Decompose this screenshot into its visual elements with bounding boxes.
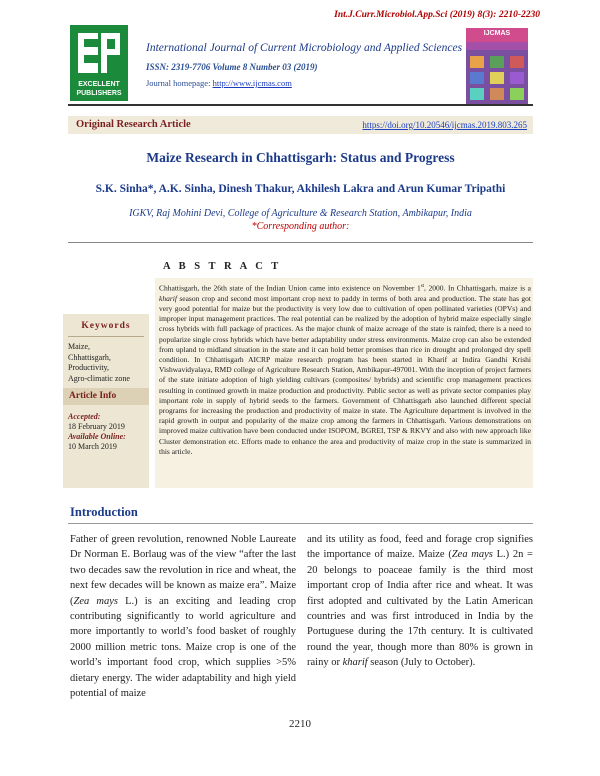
available-date: 10 March 2019 <box>68 442 117 451</box>
intro-text: Father of green revolution, renowned Noble Laureate Dr Norman E. Borlaug was of the view “after the last two decades saw the revolution in rice and wheat, the next few decades will be known as maize era”. Maize ( <box>70 534 296 607</box>
abstract-kharif: kharif <box>159 293 177 303</box>
abstract-text-part: , 2000. In Chhattisgarh, maize is a <box>424 283 532 293</box>
publisher-logo <box>70 25 128 101</box>
accepted-label: Accepted: <box>68 412 101 421</box>
journal-homepage <box>146 78 292 88</box>
keyword-item: Maize, <box>68 342 90 351</box>
section-divider <box>68 242 533 243</box>
paper-title: Maize Research in Chhattisgarh: Status and Progress <box>146 150 455 165</box>
journal-cover-image <box>466 28 528 104</box>
accepted-date: 18 February 2019 <box>68 422 125 431</box>
article-type-bar <box>68 116 533 134</box>
logo-text-2: PUBLISHERS <box>76 90 122 97</box>
intro-column-left <box>70 532 296 701</box>
abstract-text-part: season crop and second most important crop next to paddy in terms of both area and production. The state has got very good potential for maize but the productivity is very low due to cultivation of open pollinated varieties (OPVs) and improper input management practices. The real potential can be realized by the adoption of hybrid maize especially single cross hybrids with full package of practices. As the major chunk of maize acreage of the state is rainfed, there is a need to popularize single cross hybrids which have better adaptability under stress environments. Maize crop can also be extended from upland to midland situation in the state and it can hold better promises than rice in drought and prolonged dry spell condition. In Chhattisgarh AICRP maize research program has been started in Kharif at Indira Gandhi Krishi Vishwavidyalaya, RMD college of Agriculture Research Station, Ambikapur-497001. With the inception of project farmers of the state initiate adoption of high yielding cultivars (composites/ hybrids) and scientific crop management practices resulting in continued growth in maize production and productivity. Public sector as well as private sector companies play important role in supply of hybrid seeds to the farmers. Government of Chhattisgarh also launched different special programs for increasing the production and productivity of maize in state. The Agriculture department is involved in the rapid growth in output and popularity of the maize crop among the farmers in Chhattisgarh. Various demonstrations on improved maize cultivation have been conducted under ISOPOM, BGREI, TSP & RKVY and also with new approach like Cluster demonstration etc. Efforts made to enhance the area and productivity of maize crop in the state is summarized in this article. <box>159 293 531 456</box>
article-type: Original Research Article <box>76 119 191 130</box>
abstract-sup: st <box>420 284 425 289</box>
article-info-bar <box>63 388 149 405</box>
cover-band-2 <box>466 42 528 50</box>
page-number: 2210 <box>289 718 311 730</box>
keyword-item: Productivity, <box>68 363 110 372</box>
issn-line: ISSN: 2319-7706 Volume 8 Number 03 (2019) <box>146 62 318 72</box>
cover-tile <box>490 56 504 68</box>
available-label: Available Online: <box>68 432 126 441</box>
cover-tile <box>490 88 504 100</box>
affiliation: IGKV, Raj Mohini Devi, College of Agriculture & Research Station, Ambikapur, India <box>129 208 472 219</box>
intro-italic: kharif <box>342 657 368 669</box>
header-divider <box>68 104 533 106</box>
abstract-box <box>155 278 533 488</box>
abstract-text-part: Chhattisgarh, the 26th state of the Indian Union came into existence on November 1 <box>159 283 421 293</box>
cover-tile <box>510 72 524 84</box>
intro-text: season (July to October). <box>367 657 476 669</box>
cover-tile <box>470 56 484 68</box>
article-sidebar <box>63 314 149 488</box>
paper-authors: S.K. Sinha*, A.K. Sinha, Dinesh Thakur, Akhilesh Lakra and Arun Kumar Tripathi <box>95 183 506 195</box>
cover-tile <box>470 72 484 84</box>
article-info-heading: Article Info <box>69 391 117 401</box>
cover-tile <box>470 88 484 100</box>
intro-column-right <box>307 532 533 671</box>
intro-text: L.) is an exciting and leading crop contributing significantly to world agriculture and more importantly to world’s food basket of roughly 2000 million metric tons. Maize crop is one of the world’s important food crop, which supplies >5% dietary energy. The wider adaptability and high yield potential of maize <box>70 595 296 700</box>
doi-link[interactable]: https://doi.org/10.20546/ijcmas.2019.803.265 <box>362 120 527 130</box>
logo-text-1: EXCELLENT <box>78 81 120 88</box>
keywords-list <box>68 342 148 384</box>
ep-logo-icon <box>74 31 124 77</box>
citation-header: Int.J.Curr.Microbiol.App.Sci (2019) 8(3): 2210-2230 <box>334 10 540 20</box>
introduction-divider <box>68 523 533 524</box>
keywords-divider <box>68 336 144 337</box>
keywords-heading: Keywords <box>81 321 131 331</box>
keyword-item: Agro-climatic zone <box>68 373 130 383</box>
keyword-item: Chhattisgarh, <box>68 352 111 362</box>
homepage-label: Journal homepage: <box>146 78 213 88</box>
cover-tile <box>510 88 524 100</box>
journal-name: International Journal of Current Microbiology and Applied Sciences <box>146 42 463 54</box>
intro-italic: Zea mays <box>73 595 118 607</box>
cover-tile <box>510 56 524 68</box>
intro-text: L.) 2n = 20 belongs to poaceae family is the third most important crop of India after rice and wheat. It was first adopted and cultivated by the Latin American countries and was first introduced in India by the Portuguese during the 17th century. It is cultivated round the year, though more than 80% is grown in rainy or <box>307 549 533 669</box>
cover-title: IJCMAS <box>483 30 511 37</box>
abstract-heading: A B S T R A C T <box>163 261 282 272</box>
cover-tile <box>490 72 504 84</box>
intro-italic: Zea mays <box>451 549 493 561</box>
article-dates <box>68 412 148 452</box>
intro-text: and its utility as food, feed and forage crop signifies the importance of maize. Maize ( <box>307 534 533 561</box>
corresponding-author: *Corresponding author: <box>251 221 350 232</box>
abstract-text <box>159 282 531 457</box>
introduction-heading: Introduction <box>70 505 138 519</box>
homepage-link[interactable]: http://www.ijcmas.com <box>212 78 292 88</box>
